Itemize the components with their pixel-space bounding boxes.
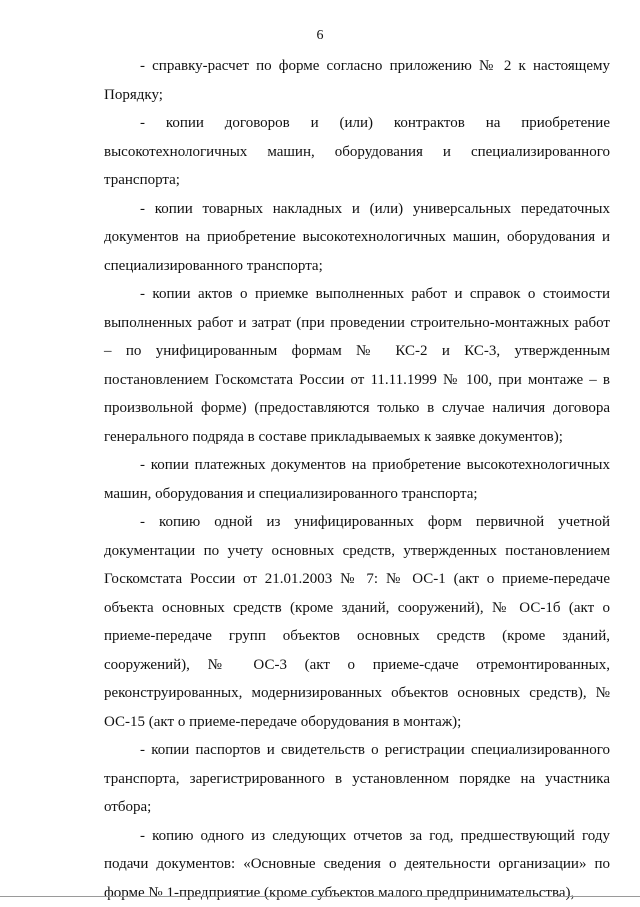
- list-item-fixed-asset-forms: - копию одной из унифицированных форм первичной учетной документации по учету основных средств, утвержденных постановлением Госкомстата России от 21.01.2003 № 7: № ОС-1 (акт о приеме-передаче объекта основных средств (кроме зданий, сооружений), № ОС-1б (акт о приеме-передаче групп объектов основных средств (кроме зданий, сооружений), № ОС-3 (акт о приеме-сдаче отремонтированных, реконструированных, модернизированных объектов основных средств), № ОС-15 (акт о приеме-передаче оборудования в монтаж);: [104, 508, 610, 736]
- list-item-acceptance-acts: - копии актов о приемке выполненных работ и справок о стоимости выполненных работ и затрат (при проведении строительно-монтажных работ – по унифицированным формам № КС-2 и КС-3, утвержденным постановлением Госкомстата России от 11.11.1999 № 100, при монтаже – в произвольной форме) (предоставляются только в случае наличия договора генерального подряда в составе прикладываемых к заявке документов);: [104, 280, 610, 451]
- page-bottom-edge: [0, 896, 640, 897]
- list-item-calculation-certificate: - справку-расчет по форме согласно приложению № 2 к настоящему Порядку;: [104, 52, 610, 109]
- list-item-contract-copies: - копии договоров и (или) контрактов на приобретение высокотехнологичных машин, оборудования и специализированного транспорта;: [104, 109, 610, 195]
- list-item-annual-report: - копию одного из следующих отчетов за год, предшествующий году подачи документов: «Основные сведения о деятельности организации» по форме № 1-предприятие (кроме субъектов малого предпринимательства),: [104, 822, 610, 907]
- list-item-payment-documents: - копии платежных документов на приобретение высокотехнологичных машин, оборудования и специализированного транспорта;: [104, 451, 610, 508]
- page-number: 6: [0, 28, 640, 44]
- document-body: [104, 52, 610, 907]
- list-item-vehicle-passports: - копии паспортов и свидетельств о регистрации специализированного транспорта, зарегистрированного в установленном порядке на участника отбора;: [104, 736, 610, 822]
- list-item-waybill-copies: - копии товарных накладных и (или) универсальных передаточных документов на приобретение высокотехнологичных машин, оборудования и специализированного транспорта;: [104, 195, 610, 281]
